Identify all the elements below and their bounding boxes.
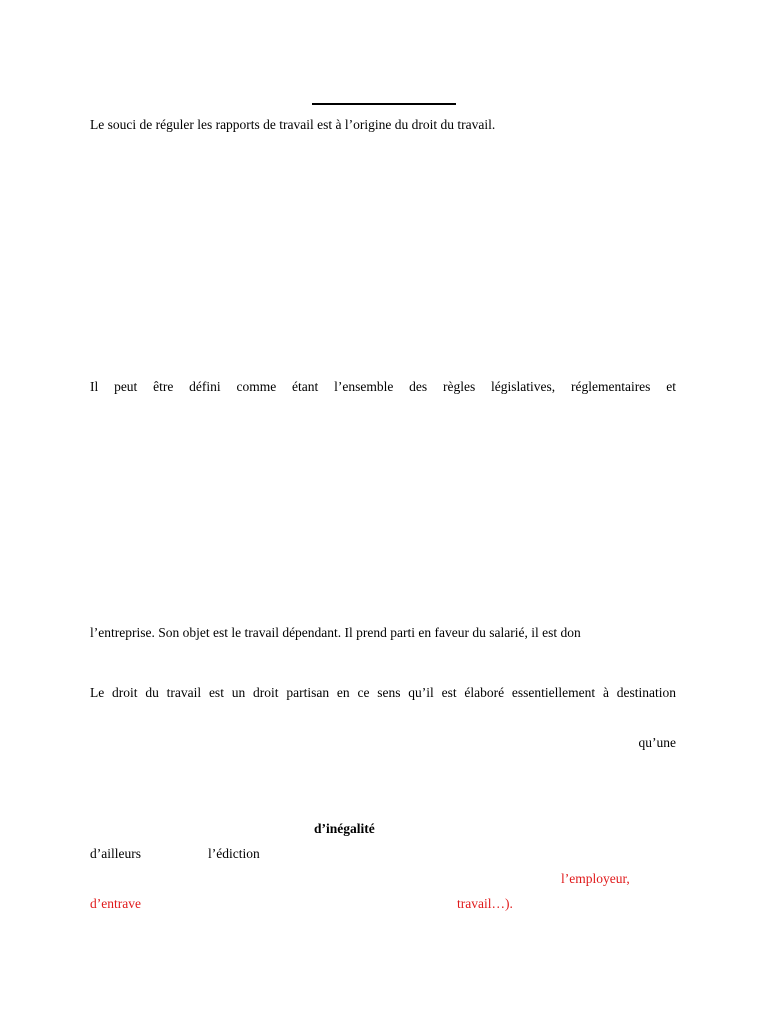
paragraph-partisan: Le droit du travail est un droit partisan en ce sens qu’il est élaboré essentiellement à destination [90, 685, 676, 700]
heading-underline [312, 103, 456, 105]
fragment-employeur: l’employeur, [561, 871, 630, 886]
fragment-entrave: d’entrave [90, 896, 141, 911]
paragraph-definition: Il peut être défini comme étant l’ensemble des règles législatives, réglementaires et [90, 379, 676, 394]
fragment-ailleurs: d’ailleurs [90, 846, 141, 861]
paragraph-origin: Le souci de réguler les rapports de travail est à l’origine du droit du travail. [90, 117, 496, 132]
fragment-inegalite: d’inégalité [314, 821, 375, 836]
fragment-travail: travail…). [457, 896, 513, 911]
paragraph-object: l’entreprise. Son objet est le travail dépendant. Il prend parti en faveur du salarié, il est don [90, 625, 581, 640]
fragment-quune: qu’une [638, 735, 676, 750]
fragment-edition: l’édiction [208, 846, 260, 861]
